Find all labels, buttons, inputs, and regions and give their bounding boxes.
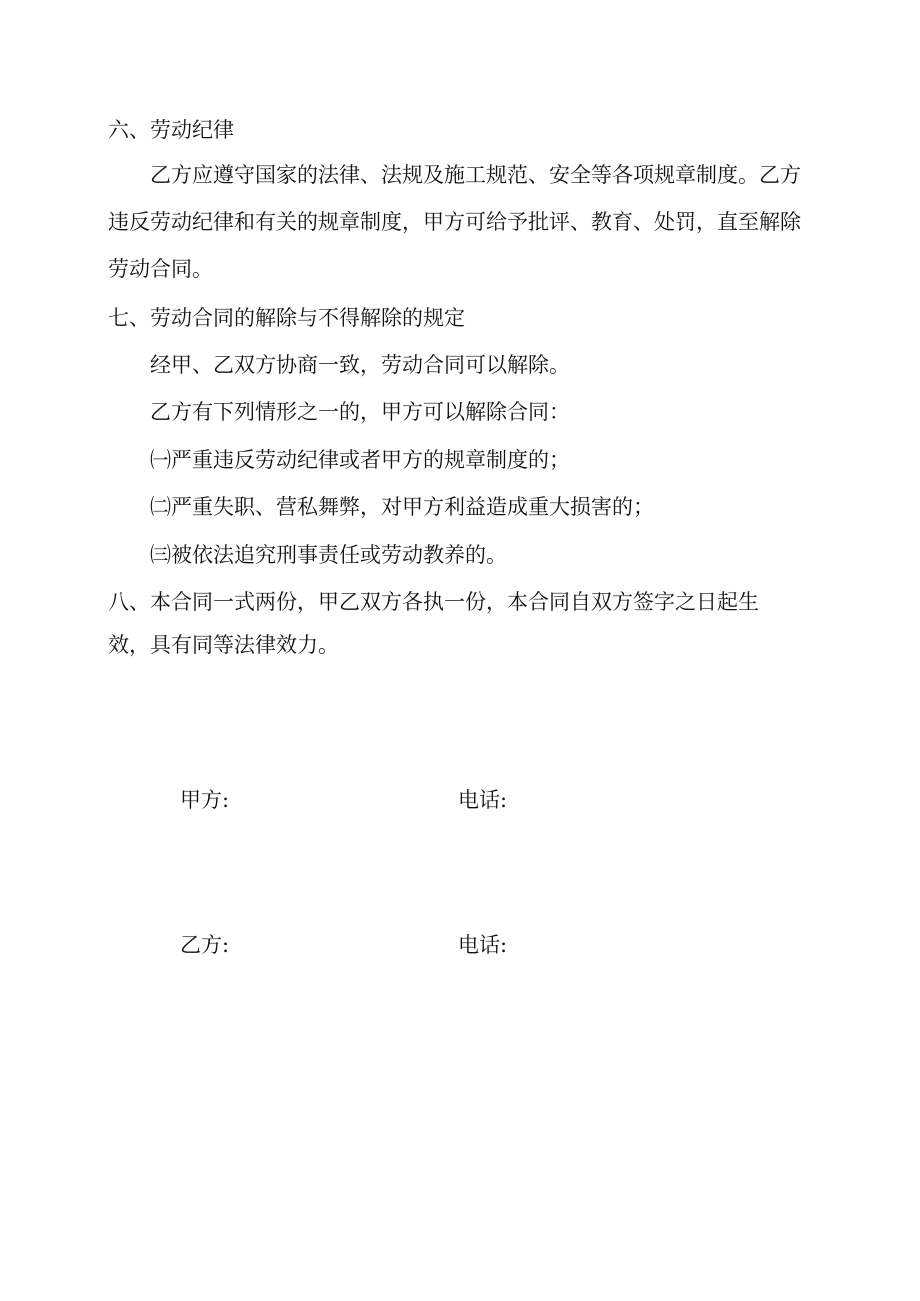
section-7-paragraph-2: 乙方有下列情形之一的，甲方可以解除合同： <box>150 400 570 424</box>
section-6-heading: 六、劳动纪律 <box>108 118 234 142</box>
section-7-item-3: ㈢被依法追究刑事责任或劳动教养的。 <box>150 543 507 567</box>
party-b-phone-label: 电话: <box>458 933 508 957</box>
section-6-paragraph: 乙方应遵守国家的法律、法规及施工规范、安全等各项规章制度。乙方违反劳动纪律和有关的规章制度，甲方可给予批评、教育、处罚，直至解除劳动合同。 <box>108 163 801 281</box>
section-7-paragraph-1: 经甲、乙双方协商一致，劳动合同可以解除。 <box>150 353 570 377</box>
section-7-item-2: ㈡严重失职、营私舞弊，对甲方利益造成重大损害的； <box>150 495 654 519</box>
party-b-label: 乙方: <box>180 933 230 957</box>
party-a-label: 甲方: <box>180 788 230 812</box>
section-8-line-1: 八、本合同一式两份，甲乙双方各执一份，本合同自双方签字之日起生 <box>108 590 759 614</box>
section-8-line-2: 效，具有同等法律效力。 <box>108 633 339 657</box>
section-7-heading: 七、劳动合同的解除与不得解除的规定 <box>108 306 465 330</box>
party-a-phone-label: 电话: <box>458 788 508 812</box>
section-7-item-1: ㈠严重违反劳动纪律或者甲方的规章制度的； <box>150 448 570 472</box>
